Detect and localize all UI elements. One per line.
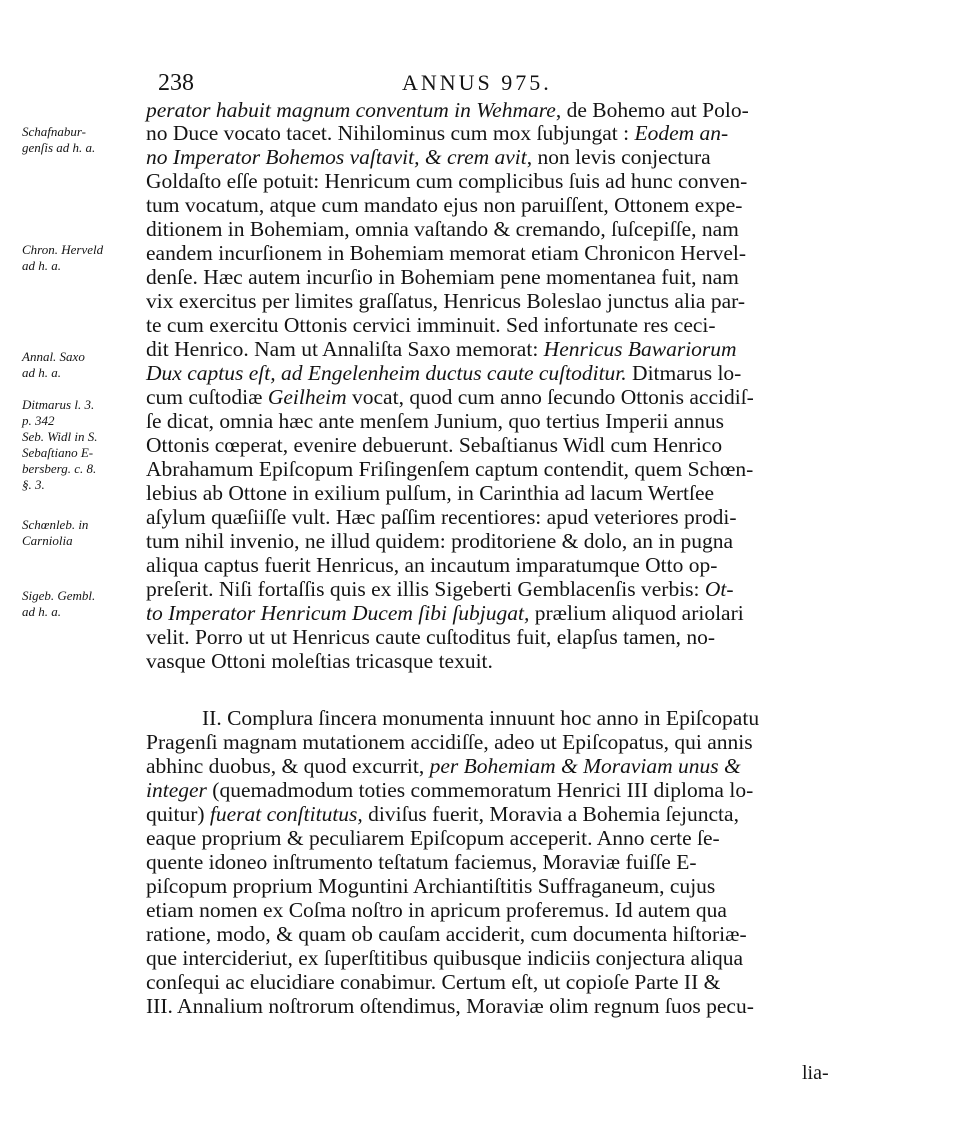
text-segment: vocat, quod cum anno ſecundo Ottonis accidiſ- [346, 385, 754, 409]
text-line [146, 145, 711, 169]
text-line [146, 169, 747, 193]
margin-note: bersberg. c. 8. [22, 461, 97, 476]
text-line [146, 649, 493, 673]
text-segment: vasque Ottoni moleſtias tricasque texuit. [146, 649, 493, 673]
text-segment: tum nihil invenio, ne illud quidem: proditoriene & dolo, an in pugna [146, 529, 733, 553]
text-segment: dit Henrico. Nam ut Annaliſta Saxo memorat: [146, 337, 544, 361]
italic-segment: no Imperator Bohemos vaſtavit, & crem avit [146, 145, 527, 169]
text-line [146, 265, 739, 289]
text-segment: cum cuſtodiæ [146, 385, 268, 409]
catchword: lia- [802, 1062, 829, 1084]
text-segment: Ditmarus lo- [626, 361, 742, 385]
text-line [146, 850, 697, 874]
text-line [146, 994, 754, 1018]
margin-note: §. 3. [22, 477, 45, 492]
text-segment: velit. Porro ut ut Henricus caute cuſtoditus fuit, elapſus tamen, no- [146, 625, 716, 649]
margin-note: Carniolia [22, 533, 73, 548]
text-segment: Goldaſto eſſe potuit: Henricum cum complicibus ſuis ad hunc conven- [146, 169, 748, 193]
text-segment: II. Complura ſincera monumenta innuunt hoc anno in Epiſcopatu [202, 706, 760, 730]
page-number: 238 [158, 70, 194, 96]
italic-segment: Henricus Bawariorum [543, 337, 737, 361]
margin-note: Chron. Herveld [22, 242, 104, 257]
text-line [146, 946, 743, 970]
text-line [146, 121, 728, 145]
italic-segment: per Bohemiam & Moraviam unus & [429, 754, 741, 778]
text-segment: denſe. Hæc autem incurſio in Bohemiam pene momentanea fuit, nam [146, 265, 739, 289]
text-segment: diviſus fuerit, Moravia a Bohemia ſejuncta, [362, 802, 739, 826]
italic-segment: Eodem an- [634, 121, 729, 145]
text-line [146, 385, 754, 409]
text-segment: tum vocatum, atque cum mandato ejus non paruiſſent, Ottonem expe- [146, 193, 743, 217]
text-line [146, 601, 744, 625]
text-line [146, 193, 742, 217]
text-line [146, 217, 739, 241]
text-segment: ſe dicat, omnia hæc ante menſem Junium, quo tertius Imperii annus [146, 409, 724, 433]
text-segment: abhinc duobus, & quod excurrit, [146, 754, 430, 778]
text-line [146, 529, 733, 553]
italic-segment: Geilheim [267, 385, 347, 409]
text-line [146, 577, 734, 601]
text-segment: que intercideriut, ex ſuperſtitibus quibusque indiciis conjectura aliqua [146, 946, 744, 970]
text-segment: eaque proprium & peculiarem Epiſcopum acceperit. Anno certe ſe- [146, 826, 720, 850]
text-segment: etiam nomen ex Coſma noſtro in apricum proferemus. Id autem qua [146, 898, 727, 922]
text-segment: lebius ab Ottone in exilium pulſum, in Carinthia ad lacum Wertſee [146, 481, 715, 505]
text-segment: te cum exercitu Ottonis cervici imminuit. Sed infortunate res ceci- [146, 313, 716, 337]
margin-note: ad h. a. [22, 604, 61, 619]
text-line [146, 754, 741, 778]
margin-note: Sebaſtiano E- [22, 445, 94, 460]
running-head: ANNUS 975. [402, 70, 552, 95]
text-line [146, 898, 727, 922]
text-line [146, 481, 714, 505]
italic-segment: to Imperator Henricum Ducem ſibi ſubjugat, [146, 601, 530, 625]
text-line [146, 970, 720, 994]
margin-note: Ditmarus l. 3. [22, 397, 95, 412]
text-line [146, 98, 749, 122]
text-line [146, 802, 739, 826]
margin-note: Schafnabur- [22, 124, 87, 139]
text-segment: aſylum quæſiiſſe vult. Hæc paſſim recentiores: apud veteriores prodi- [146, 505, 737, 529]
margin-note: Seb. Widl in S. [22, 429, 98, 444]
text-segment: eandem incurſionem in Bohemiam memorat etiam Chronicon Hervel- [146, 241, 747, 265]
text-line [146, 241, 746, 265]
text-segment: (quemadmodum toties commemoratum Henrici III diploma lo- [206, 778, 754, 802]
margin-note: p. 342 [22, 413, 55, 428]
text-segment: ditionem in Bohemiam, omnia vaſtando & cremando, ſuſcepiſſe, nam [146, 217, 739, 241]
text-segment: Ottonis cœperat, evenire debuerunt. Sebaſtianus Widl cum Henrico [146, 433, 723, 457]
text-segment: quitur) [146, 802, 210, 826]
text-segment: , de Bohemo aut Polo- [555, 98, 749, 122]
text-line [146, 313, 716, 337]
text-line [146, 289, 745, 313]
text-segment: prælium aliquod ariolari [529, 601, 744, 625]
text-segment: , non levis conjectura [526, 145, 711, 169]
text-line [146, 922, 747, 946]
text-segment: preſerit. Niſi fortaſſis quis ex illis Sigeberti Gemblacenſis verbis: [146, 577, 705, 601]
text-line [146, 457, 753, 481]
margin-note: Schœnleb. in [22, 517, 89, 532]
text-segment: III. Annalium noſtrorum oſtendimus, Moraviæ olim regnum ſuos pecu- [146, 994, 754, 1018]
italic-segment: perator habuit magnum conventum in Wehmare [146, 98, 556, 122]
text-segment: ratione, modo, & quam ob cauſam acciderit, cum documenta hiſtoriæ- [146, 922, 747, 946]
margin-note: ad h. a. [22, 365, 61, 380]
margin-note: genſis ad h. a. [22, 140, 96, 155]
text-line [146, 730, 753, 754]
text-line [146, 625, 715, 649]
italic-segment: integer [146, 778, 207, 802]
text-line [146, 826, 720, 850]
text-segment: piſcopum proprium Moguntini Archiantiſtitis Suffraganeum, cujus [146, 874, 716, 898]
text-segment: conſequi ac elucidiare conabimur. Certum eſt, ut copioſe Parte II & [146, 970, 721, 994]
text-line [146, 409, 724, 433]
text-segment: aliqua captus fuerit Henricus, an incautum imparatumque Otto op- [146, 553, 718, 577]
italic-segment: Ot- [704, 577, 734, 601]
text-segment: Pragenſi magnam mutationem accidiſſe, adeo ut Epiſcopatus, qui annis [146, 730, 753, 754]
text-segment: vix exercitus per limites graſſatus, Henricus Boleslao junctus alia par- [146, 289, 746, 313]
text-segment: no Duce vocato tacet. Nihilominus cum mox ſubjungat : [146, 121, 635, 145]
text-segment: quente idoneo inſtrumento teſtatum faciemus, Moraviæ fuiſſe E- [146, 850, 697, 874]
text-line [146, 874, 715, 898]
italic-segment: fuerat conſtitutus, [209, 802, 363, 826]
margin-note: ad h. a. [22, 258, 61, 273]
page-header [0, 70, 960, 100]
text-line [202, 706, 759, 730]
text-line [146, 553, 717, 577]
text-segment: Abrahamum Epiſcopum Friſingenſem captum contendit, quem Schœn- [146, 457, 754, 481]
text-line [146, 361, 741, 385]
text-line [146, 337, 737, 361]
text-line [146, 505, 737, 529]
margin-note: Sigeb. Gembl. [22, 588, 96, 603]
text-line [146, 778, 753, 802]
italic-segment: Dux captus eſt, ad Engelenheim ductus caute cuſtoditur. [146, 361, 627, 385]
margin-note: Annal. Saxo [22, 349, 85, 364]
text-line [146, 433, 722, 457]
